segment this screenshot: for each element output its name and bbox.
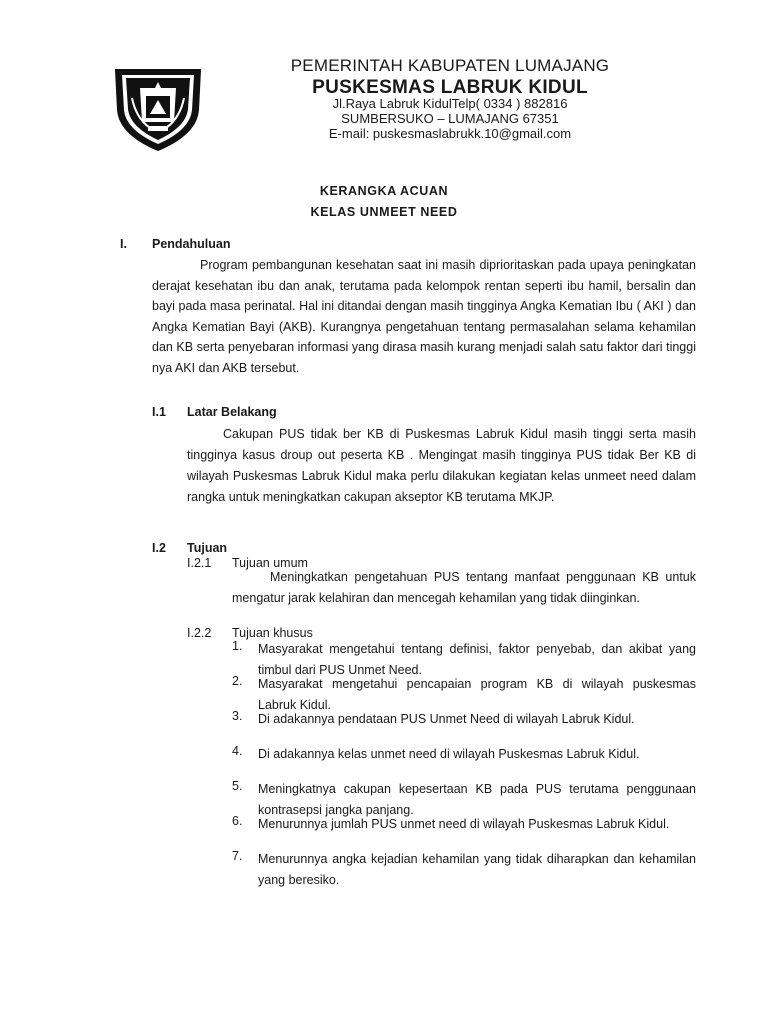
item-heading: Tujuan khusus bbox=[232, 626, 313, 640]
list-item-text: Di adakannya kelas unmet need di wilayah Puskesmas Labruk Kidul. bbox=[258, 747, 640, 761]
general-goal-text: Meningkatkan pengetahuan PUS tentang manfaat penggunaan KB untuk mengatur jarak kelahiran dan mencegah kehamilan yang tidak diinginkan. bbox=[232, 570, 696, 605]
list-item-number: 4. bbox=[232, 744, 243, 758]
list-item-text: Di adakannya pendataan PUS Unmet Need di wilayah Labruk Kidul. bbox=[258, 712, 635, 726]
list-item-text: Masyarakat mengetahui tentang definisi, faktor penyebab, dan akibat yang timbul dari PUS Unmet Need. bbox=[258, 642, 696, 677]
subsection-heading: Tujuan bbox=[187, 541, 228, 555]
subsection-heading: Latar Belakang bbox=[187, 405, 277, 419]
subsection-number: I.2 bbox=[152, 541, 166, 555]
item-heading: Tujuan umum bbox=[232, 556, 308, 570]
list-item-number: 5. bbox=[232, 779, 243, 793]
section-paragraph bbox=[152, 255, 696, 378]
list-item-text: Menurunnya angka kejadian kehamilan yang tidak diharapkan dan kehamilan yang beresiko. bbox=[258, 852, 696, 887]
list-item-text: Masyarakat mengetahui pencapaian program KB di wilayah puskesmas Labruk Kidul. bbox=[258, 677, 696, 712]
subsection-paragraph bbox=[187, 424, 696, 508]
subsection-number: I.1 bbox=[152, 405, 166, 419]
doc-title: KERANGKA ACUAN bbox=[319, 184, 449, 198]
list-item-text: Meningkatnya cakupan kepesertaan KB pada PUS terutama penggunaan kontrasepsi jangka panjang. bbox=[258, 782, 696, 817]
intro-text: Program pembangunan kesehatan saat ini masih diprioritaskan pada upaya peningkatan derajat kesehatan ibu dan anak, terutama pada kelompok rentan seperti ibu hamil, bersalin dan bayi pada masa perinatal. Hal ini ditandai dengan masih tingginya Angka Kematian Ibu ( AKI ) dan Angka Kematian Bayi (AKB). Kurangnya pengetahuan tentang permasalahan selama kehamilan dan KB serta penyebaran informasi yang dirasa masih kurang menjadi salah satu faktor dari tinggi nya AKI dan AKB tersebut. bbox=[152, 258, 696, 375]
section-number: I. bbox=[120, 237, 127, 251]
list-item-text: Menurunnya jumlah PUS unmet need di wilayah Puskesmas Labruk Kidul. bbox=[258, 817, 670, 831]
list-item-number: 6. bbox=[232, 814, 243, 828]
header-email: E-mail: puskesmaslabrukk.10@gmail.com bbox=[328, 126, 572, 141]
header-government: PEMERINTAH KABUPATEN LUMAJANG bbox=[290, 56, 610, 75]
background-text: Cakupan PUS tidak ber KB di Puskesmas Labruk Kidul masih tinggi serta masih tingginya kasus droup out peserta KB . Mengingat masih tingginya PUS tidak Ber KB di wilayah Puskesmas Labruk Kidul maka perlu dilakukan kegiatan kelas unmeet need dalam rangka untuk meningkatkan cakupan akseptor KB terutama MKJP. bbox=[187, 427, 696, 504]
list-item-number: 1. bbox=[232, 639, 243, 653]
kabupaten-lumajang-logo bbox=[110, 62, 206, 154]
item-number: I.2.2 bbox=[187, 626, 212, 640]
list-item-number: 7. bbox=[232, 849, 243, 863]
header-address: Jl.Raya Labruk KidulTelp( 0334 ) 882816 bbox=[332, 96, 568, 111]
item-paragraph bbox=[232, 567, 696, 609]
header-institution: PUSKESMAS LABRUK KIDUL bbox=[312, 77, 588, 98]
section-heading: Pendahuluan bbox=[152, 237, 231, 251]
item-number: I.2.1 bbox=[187, 556, 212, 570]
list-item-number: 3. bbox=[232, 709, 243, 723]
doc-subtitle: KELAS UNMEET NEED bbox=[310, 205, 458, 219]
list-item-number: 2. bbox=[232, 674, 243, 688]
header-city: SUMBERSUKO – LUMAJANG 67351 bbox=[341, 111, 559, 126]
